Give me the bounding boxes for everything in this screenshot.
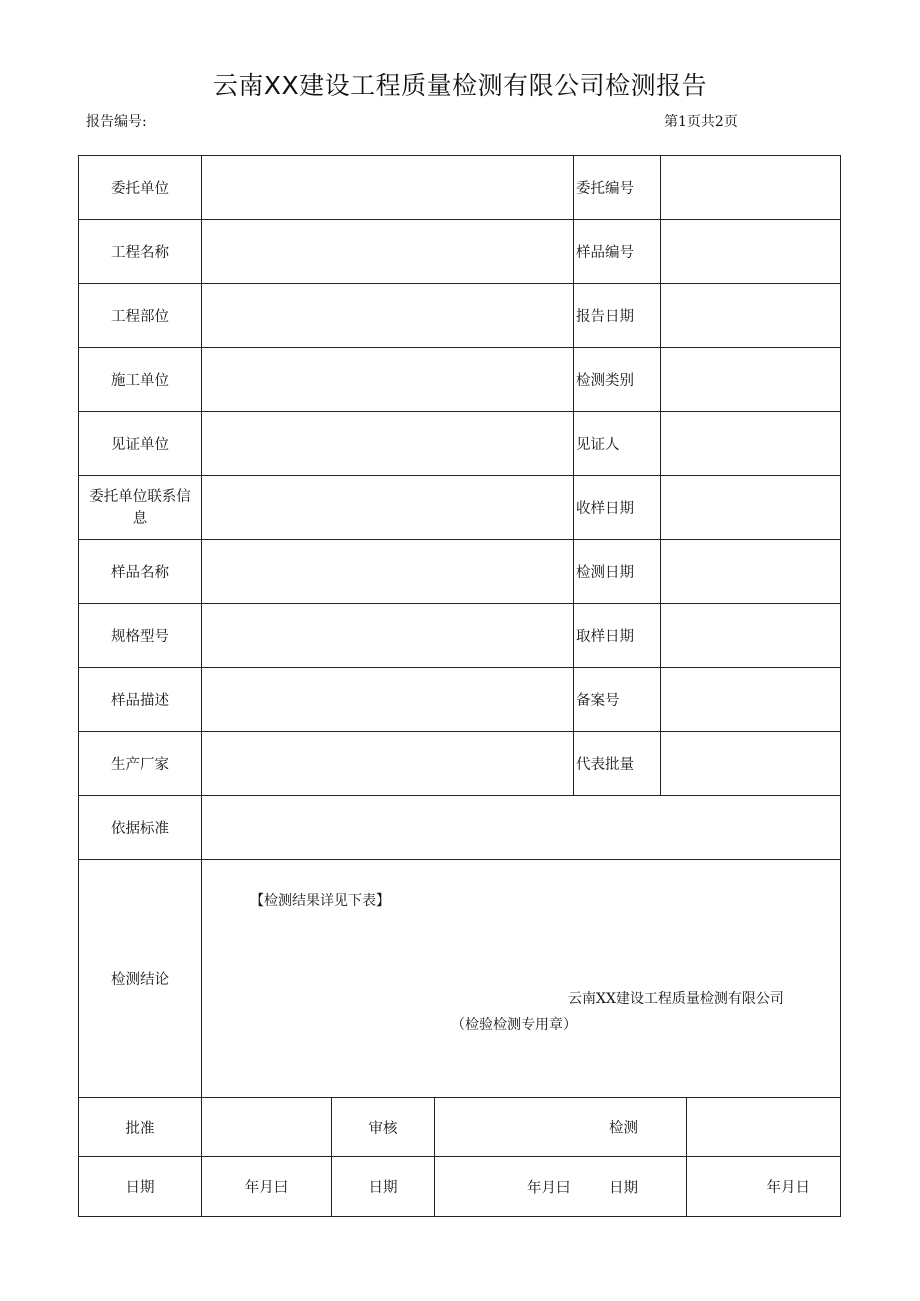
test-label: 检测 [609,1120,638,1137]
table-row [79,412,841,476]
field-value[interactable] [202,604,574,668]
field-value[interactable] [202,156,574,220]
field-label: 取样日期 [574,604,661,668]
field-label: 工程名称 [79,220,202,284]
field-label: 样品编号 [574,220,661,284]
table-row [79,668,841,732]
field-label: 工程部位 [79,284,202,348]
field-value[interactable] [202,348,574,412]
field-label: 见证人 [574,412,661,476]
review-signature[interactable] [435,1098,687,1157]
page-info: 第1页共2页 [664,114,738,130]
field-label: 委托单位 [79,156,202,220]
field-value[interactable] [661,668,841,732]
field-value[interactable] [661,540,841,604]
review-date-cell[interactable] [435,1157,687,1217]
field-value[interactable] [202,412,574,476]
report-table [78,155,841,1098]
field-label: 规格型号 [79,604,202,668]
field-value[interactable] [202,284,574,348]
review-date-label: 日期 [332,1157,435,1217]
field-label: 样品名称 [79,540,202,604]
field-label: 样品描述 [79,668,202,732]
table-row [79,476,841,540]
table-row [79,220,841,284]
approve-signature[interactable] [202,1098,332,1157]
table-row [79,732,841,796]
field-value[interactable] [202,732,574,796]
date-row [79,1157,841,1217]
field-value[interactable] [202,540,574,604]
field-label: 收样日期 [574,476,661,540]
review-date: 年月曰 [527,1180,571,1196]
field-value[interactable] [661,284,841,348]
approve-date-label: 日期 [79,1157,202,1217]
test-date[interactable]: 年月日 [687,1157,841,1217]
table-row [79,156,841,220]
review-label: 审核 [332,1098,435,1157]
standard-label: 依据标准 [79,796,202,860]
field-label: 委托编号 [574,156,661,220]
table-row [79,284,841,348]
field-label: 报告日期 [574,284,661,348]
field-label: 代表批量 [574,732,661,796]
field-label: 检测类别 [574,348,661,412]
field-value[interactable] [202,476,574,540]
approve-date[interactable]: 年月曰 [202,1157,332,1217]
report-number-label: 报告编号: [86,114,147,130]
signature-table [78,1097,841,1217]
field-value[interactable] [661,220,841,284]
field-label: 检测日期 [574,540,661,604]
field-value[interactable] [202,220,574,284]
signature-row [79,1098,841,1157]
standard-value[interactable] [202,796,841,860]
conclusion-company: 云南XX建设工程质量检测有限公司 [568,991,784,1007]
conclusion-row [79,860,841,1098]
report-title: 云南XX建设工程质量检测有限公司检测报告 [212,71,708,100]
field-value[interactable] [661,156,841,220]
approve-label: 批准 [79,1098,202,1157]
conclusion-note: 【检测结果详见下表】 [250,893,390,909]
field-value[interactable] [202,668,574,732]
test-date-label: 日期 [609,1180,638,1196]
field-value[interactable] [661,348,841,412]
conclusion-cell[interactable] [202,860,841,1098]
conclusion-label: 检测结论 [79,860,202,1098]
test-signature[interactable] [687,1098,841,1157]
field-label: 施工单位 [79,348,202,412]
table-row [79,604,841,668]
field-value[interactable] [661,604,841,668]
field-label: 备案号 [574,668,661,732]
info-rows [79,156,841,1098]
field-value[interactable] [661,476,841,540]
field-value[interactable] [661,412,841,476]
standard-row [79,796,841,860]
table-row [79,540,841,604]
field-value[interactable] [661,732,841,796]
field-label: 生产厂家 [79,732,202,796]
table-row [79,348,841,412]
conclusion-seal: （检验检测专用章） [451,1017,577,1033]
field-label: 委托单位联系信息 [79,476,202,540]
field-label: 见证单位 [79,412,202,476]
